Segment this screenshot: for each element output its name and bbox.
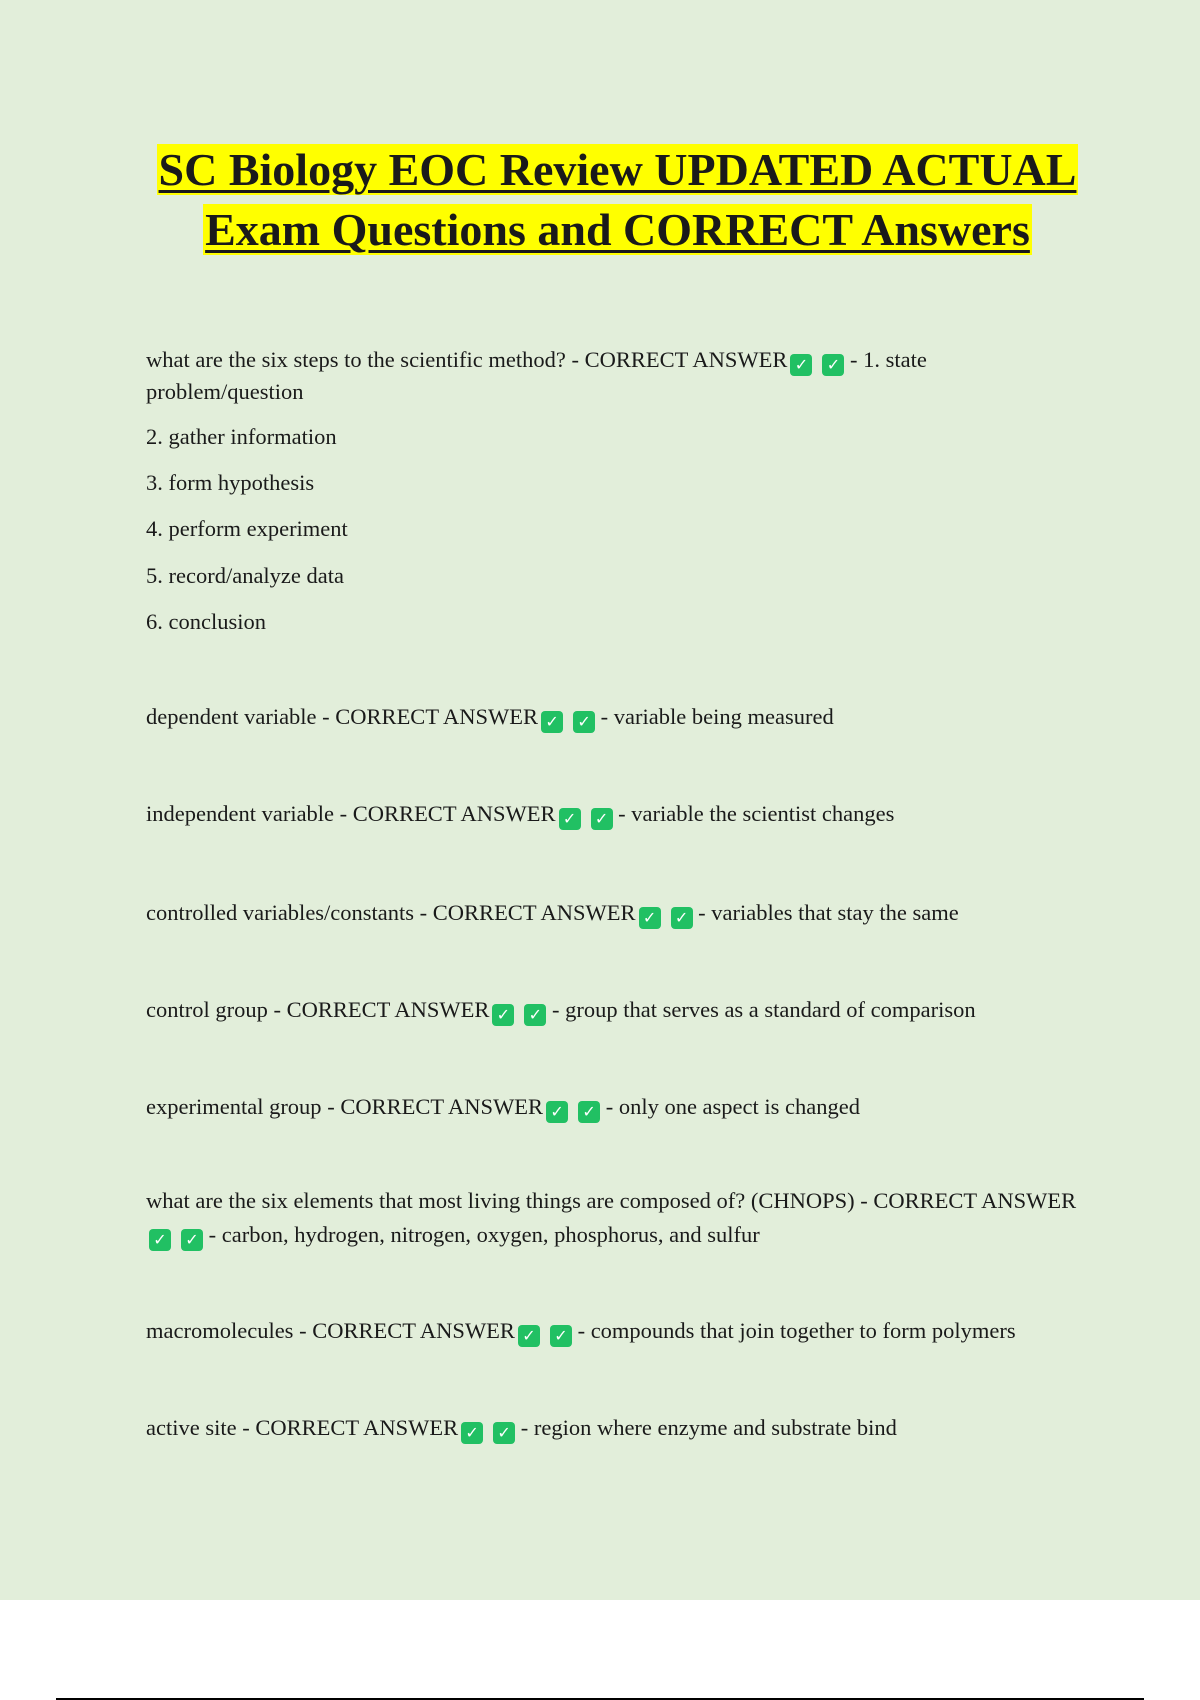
answer-label: CORRECT ANSWER [340, 1094, 544, 1119]
check-mark-icon: ✓ [492, 1004, 514, 1026]
qa-item: dependent variable - CORRECT ANSWER ✓ ✓ - variable being measured [146, 704, 834, 731]
step-item: 3. form hypothesis [146, 470, 315, 495]
answer-label: CORRECT ANSWER [432, 900, 636, 925]
check-mark-icon: ✓ [541, 711, 563, 733]
check-mark-icon: ✓ [822, 354, 844, 376]
qa-item: control group - CORRECT ANSWER ✓ ✓ - group that serves as a standard of comparison [146, 997, 976, 1024]
question-term: control group [146, 997, 268, 1022]
check-mark-icon: ✓ [181, 1229, 203, 1251]
answer-text: region where enzyme and substrate bind [533, 1415, 897, 1440]
answer-text: carbon, hydrogen, nitrogen, oxygen, phosphorus, and sulfur [221, 1222, 760, 1247]
question-term: dependent variable [146, 704, 317, 729]
check-mark-icon: ✓ [493, 1422, 515, 1444]
step-item: 6. conclusion [146, 609, 266, 634]
qa-item: macromolecules - CORRECT ANSWER ✓ ✓ - compounds that join together to form polymers [146, 1318, 1016, 1345]
answer-text: only one aspect is changed [618, 1094, 860, 1119]
check-mark-icon: ✓ [790, 354, 812, 376]
step-item: 2. gather information [146, 424, 337, 449]
answer-text: group that serves as a standard of comparison [565, 997, 976, 1022]
qa-item: experimental group - CORRECT ANSWER ✓ ✓ - only one aspect is changed [146, 1094, 860, 1121]
check-mark-icon: ✓ [559, 808, 581, 830]
question-term: what are the six elements that most living things are composed of? (CHNOPS) [146, 1188, 855, 1213]
question-term: controlled variables/constants [146, 900, 415, 925]
answer-text: variable being measured [613, 704, 834, 729]
check-mark-icon: ✓ [518, 1325, 540, 1347]
document-title: SC Biology EOC Review UPDATED ACTUAL Exam Questions and CORRECT Answers [158, 144, 1077, 255]
question-term: macromolecules [146, 1318, 294, 1343]
qa-item: active site - CORRECT ANSWER ✓ ✓ - region where enzyme and substrate bind [146, 1415, 897, 1442]
answer-label: CORRECT ANSWER [352, 801, 556, 826]
answer-label: CORRECT ANSWER [584, 347, 788, 372]
check-mark-icon: ✓ [578, 1101, 600, 1123]
answer-label: CORRECT ANSWER [286, 997, 490, 1022]
answer-text: 1. state problem/question [146, 347, 927, 404]
title-block [110, 140, 1125, 260]
qa-item: what are the six elements that most living things are composed of? (CHNOPS) - CORRECT ANSWER✓ ✓ - carbon, hydrogen, nitrogen, oxygen, phosphorus, and sulfur [146, 1188, 1077, 1249]
check-mark-icon: ✓ [591, 808, 613, 830]
step-item: 5. record/analyze data [146, 563, 345, 588]
check-mark-icon: ✓ [573, 711, 595, 733]
question-term: active site [146, 1415, 237, 1440]
question-term: what are the six steps to the scientific method? [146, 347, 566, 372]
qa-item: controlled variables/constants - CORRECT ANSWER ✓ ✓ - variables that stay the same [146, 900, 959, 927]
question-term: experimental group [146, 1094, 322, 1119]
answer-text: compounds that join together to form polymers [590, 1318, 1016, 1343]
check-mark-icon: ✓ [639, 907, 661, 929]
answer-text: variables that stay the same [711, 900, 959, 925]
answer-label: CORRECT ANSWER [335, 704, 539, 729]
step-item: 4. perform experiment [146, 516, 348, 541]
check-mark-icon: ✓ [524, 1004, 546, 1026]
question-term: independent variable [146, 801, 335, 826]
check-mark-icon: ✓ [461, 1422, 483, 1444]
check-mark-icon: ✓ [671, 907, 693, 929]
answer-label: CORRECT ANSWER [873, 1188, 1077, 1213]
answer-label: CORRECT ANSWER [312, 1318, 515, 1343]
answer-text: variable the scientist changes [631, 801, 895, 826]
qa-item: what are the six steps to the scientific method? - CORRECT ANSWER ✓ ✓ - 1. state problem/question [146, 347, 927, 404]
answer-label: CORRECT ANSWER [255, 1415, 459, 1440]
qa-item: independent variable - CORRECT ANSWER ✓ ✓ - variable the scientist changes [146, 801, 895, 828]
check-mark-icon: ✓ [149, 1229, 171, 1251]
check-mark-icon: ✓ [546, 1101, 568, 1123]
check-mark-icon: ✓ [550, 1325, 572, 1347]
